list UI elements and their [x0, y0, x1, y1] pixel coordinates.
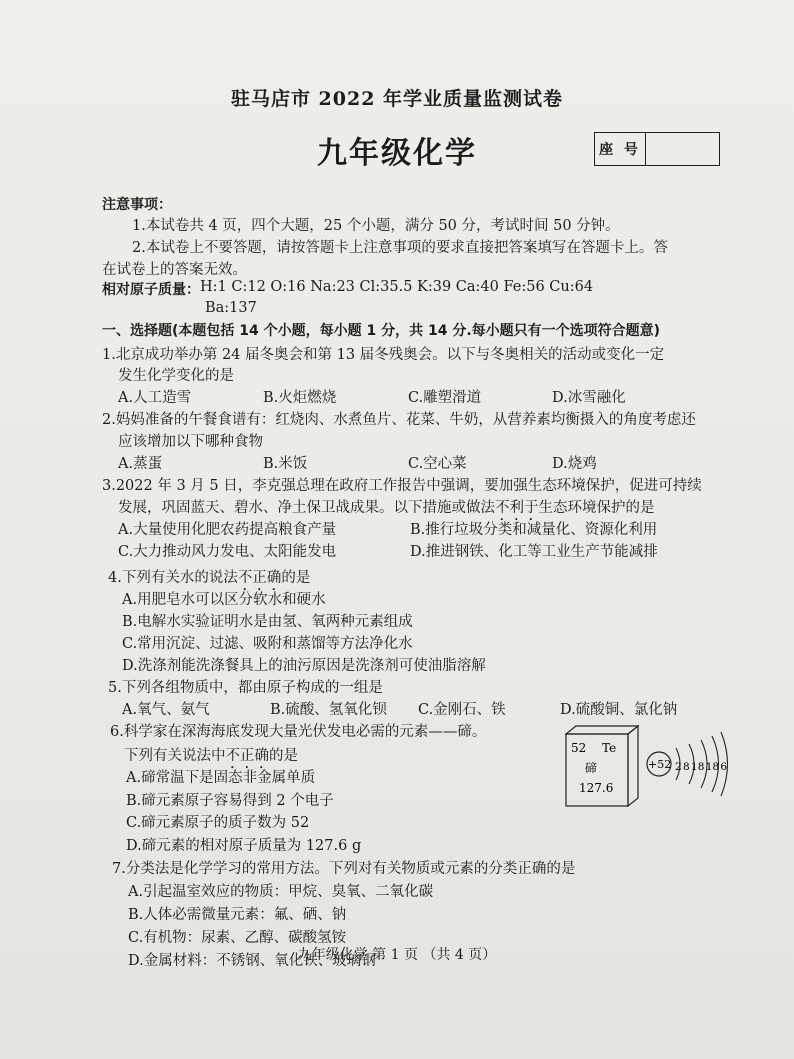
question-7-option-a[interactable]: A.引起温室效应的物质：甲烷、臭氧、二氧化碳: [128, 884, 434, 900]
question-3-emphasis: 不利于: [495, 500, 539, 516]
notes-line-2-cont: 在试卷上的答案无效。: [102, 262, 247, 278]
question-2-option-c[interactable]: C.空心菜: [408, 456, 467, 472]
notes-title: 注意事项：: [102, 197, 172, 213]
question-6-emphasis: 不正确: [225, 748, 269, 764]
electron-counts: 2 8 18 18 6: [675, 761, 728, 773]
question-3-option-b[interactable]: B.推行垃圾分类和减量化、资源化利用: [410, 522, 658, 538]
atomic-mass-values-2: Ba:137: [205, 300, 257, 316]
element-symbol: Te: [602, 741, 617, 755]
exam-title: 驻马店市 2022 年学业质量监测试卷: [230, 88, 564, 110]
question-1-option-c[interactable]: C.雕塑滑道: [408, 390, 482, 406]
question-7-option-c[interactable]: C.有机物：尿素、乙醇、碳酸氢铵: [128, 930, 347, 946]
element-card: [566, 726, 638, 806]
question-5-option-b[interactable]: B.硫酸、氢氧化钡: [270, 702, 387, 718]
question-6-option-c[interactable]: C.碲元素原子的质子数为 52: [126, 815, 310, 831]
seat-number-box: [594, 132, 720, 166]
question-7-option-b[interactable]: B.人体必需微量元素：氟、硒、钠: [128, 907, 347, 923]
question-2-stem-cont: 应该增加以下哪种食物: [118, 434, 263, 450]
atomic-mass-label: 相对原子质量：: [102, 282, 200, 298]
question-2-option-b[interactable]: B.米饭: [263, 456, 308, 472]
notes-line-2: 2.本试卷上不要答题，请按答题卡上注意事项的要求直接把答案填写在答题卡上。答: [132, 240, 668, 256]
element-number: 52: [571, 741, 587, 755]
question-6-stem-pre: 下列有关说法中: [124, 748, 226, 764]
question-5-option-a[interactable]: A.氧气、氨气: [122, 702, 210, 718]
nucleus-charge: +52: [648, 758, 672, 771]
atom-structure-diagram: [647, 732, 728, 796]
question-2-option-a[interactable]: A.蒸蛋: [118, 456, 163, 472]
question-6-stem-post: 的是: [269, 748, 298, 764]
question-5-option-d[interactable]: D.硫酸铜、氯化钠: [560, 702, 678, 718]
question-4-emphasis: 不正确: [237, 570, 282, 586]
question-4-option-d[interactable]: D.洗涤剂能洗涤餐具上的油污原因是洗涤剂可使油脂溶解: [122, 658, 486, 674]
question-3-stem-pre: 发展，巩固蓝天、碧水、净土保卫战成果。以下措施或做法: [118, 500, 495, 516]
question-1-option-b[interactable]: B.火炬燃烧: [263, 390, 337, 406]
tellurium-figure: [558, 724, 734, 810]
question-7-stem: 7.分类法是化学学习的常用方法。下列对有关物质或元素的分类正确的是: [112, 861, 576, 877]
question-4-option-b[interactable]: B.电解水实验证明水是由氢、氧两种元素组成: [122, 614, 413, 630]
element-mass: 127.6: [579, 781, 614, 795]
question-1-stem: 1.北京成功举办第 24 届冬奥会和第 13 届冬残奥会。以下与冬奥相关的活动或变化一定: [102, 347, 665, 363]
seat-number-field[interactable]: [646, 133, 719, 165]
question-6-option-d[interactable]: D.碲元素的相对原子质量为 127.6 g: [126, 838, 362, 854]
question-3-stem: 3.2022 年 3 月 5 日，李克强总理在政府工作报告中强调，要加强生态环境保护，促进可持续: [102, 478, 702, 494]
question-6-option-a[interactable]: A.碲常温下是固态非金属单质: [126, 770, 316, 786]
question-7-option-d[interactable]: D.金属材料：不锈钢、氧化铁、玻璃钢: [128, 953, 376, 969]
atomic-mass-values: H:1 C:12 O:16 Na:23 Cl:35.5 K:39 Ca:40 Fe:56 Cu:64: [200, 279, 594, 295]
question-2-stem: 2.妈妈准备的午餐食谱有：红烧肉、水煮鱼片、花菜、牛奶，从营养素均衡摄入的角度考虑还: [102, 412, 696, 428]
question-4-stem-pre: 4.下列有关水的说法: [108, 570, 238, 586]
question-1-option-d[interactable]: D.冰雪融化: [552, 390, 626, 406]
element-name: 碲: [585, 761, 598, 775]
notes-line-1: 1.本试卷共 4 页，四个大题，25 个小题，满分 50 分，考试时间 50 分钟。: [132, 218, 620, 234]
question-3-option-d[interactable]: D.推进钢铁、化工等工业生产节能减排: [410, 544, 658, 560]
question-5-stem: 5.下列各组物质中，都由原子构成的一组是: [108, 680, 383, 696]
section-1-title: 一、选择题(本题包括 14 个小题，每小题 1 分，共 14 分.每小题只有一个选项符合题意): [102, 323, 661, 339]
question-4-option-a[interactable]: A.用肥皂水可以区分软水和硬水: [122, 592, 326, 608]
question-6-option-b[interactable]: B.碲元素原子容易得到 2 个电子: [126, 793, 334, 809]
question-3-option-a[interactable]: A.大量使用化肥农药提高粮食产量: [118, 522, 337, 538]
question-4-stem-post: 的是: [281, 570, 311, 586]
question-2-option-d[interactable]: D.烧鸡: [552, 456, 597, 472]
question-1-stem-cont: 发生化学变化的是: [118, 368, 234, 384]
question-6-stem: 6.科学家在深海海底发现大量光伏发电必需的元素——碲。: [110, 724, 487, 740]
page-footer: 九年级化学 第 1 页 （共 4 页）: [297, 947, 497, 963]
question-1-option-a[interactable]: A.人工造雪: [118, 390, 192, 406]
question-5-option-c[interactable]: C.金刚石、铁: [418, 702, 506, 718]
question-4-option-c[interactable]: C.常用沉淀、过滤、吸附和蒸馏等方法净化水: [122, 636, 413, 652]
question-3-option-c[interactable]: C.大力推动风力发电、太阳能发电: [118, 544, 337, 560]
subject-title: 九年级化学: [317, 136, 477, 171]
question-3-stem-post: 生态环境保护的是: [538, 500, 655, 516]
seat-label: 座 号: [595, 133, 646, 165]
